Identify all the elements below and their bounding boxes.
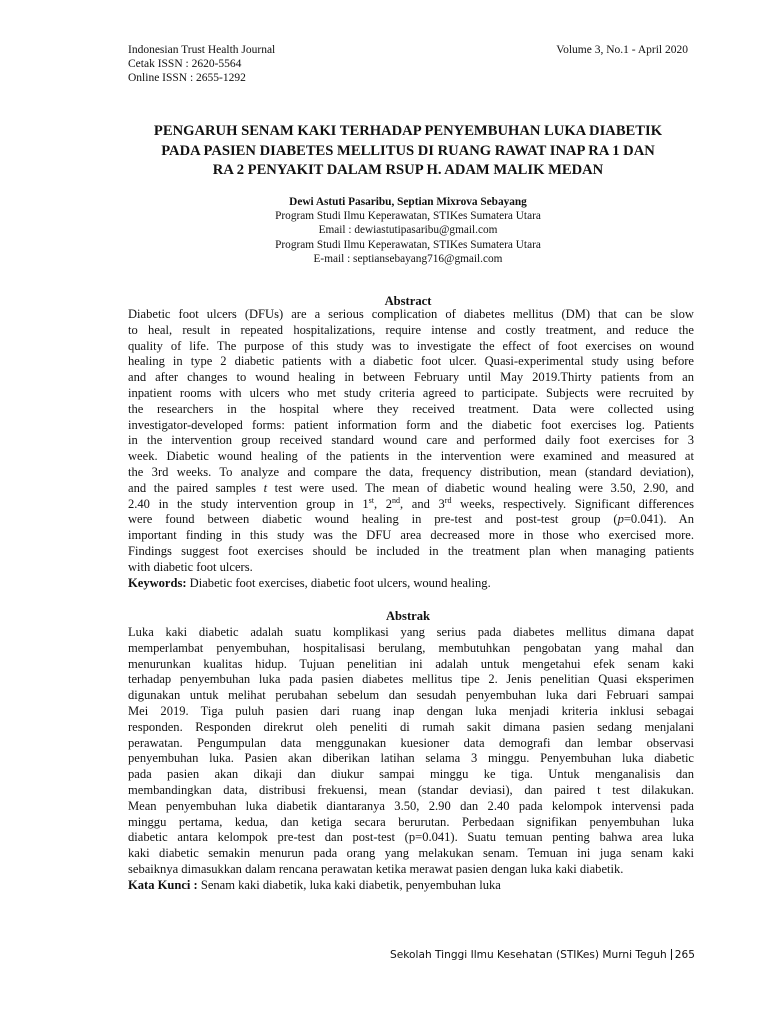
- abstrak-line: menurunkan kualitas hidup. Tujuan penelitian ini adalah untuk mengetahui efek senam kaki: [128, 656, 694, 671]
- abstrak-line: Mean penyembuhan luka diabetik diantaranya 3.50, 2.90 dan 2.40 pada kelompok intervensi pada: [128, 798, 694, 813]
- abstrak-line: membandingkan data, distribusi frekuensi, mean (standar deviasi), dan paired t test dilakukan.: [128, 782, 694, 797]
- abstrak-line: Luka kaki diabetic adalah suatu komplikasi yang serius pada diabetes mellitus dimana dapat: [128, 625, 694, 639]
- abstract-line: Diabetic foot ulcers (DFUs) are a serious complication of diabetes mellitus (DM) that can be slow: [128, 307, 694, 321]
- author-email: Email : dewiastutipasaribu@gmail.com: [318, 224, 498, 237]
- author-block: [128, 195, 688, 266]
- affiliation: Program Studi Ilmu Keperawatan, STIKes Sumatera Utara: [275, 238, 541, 251]
- abstrak-line: perawatan. Pengumpulan data menggunakan kuesioner data demografi dan lembar observasi: [128, 735, 694, 750]
- abstract-line: Findings suggest foot exercises should be included in the treatment plan when managing patients: [128, 543, 694, 558]
- abstrak-line: kaki diabetic semakin menurun pada orang yang melakukan senam. Temuan ini juga senam kaki: [128, 846, 694, 861]
- abstrak-line: memperlambat penyembuhan, hospitalisasi berulang, membutuhkan pengobatan yang mahal dan: [128, 640, 694, 655]
- abstrak-line: diabetic antara kelompok pre-test dan post-test (p=0.041). Suatu temuan penting bahwa area luka: [128, 830, 694, 845]
- abstrak-line: digunakan untuk melihat perubahan sebelum dan sesudah penyembuhan luka dari Februari sampai: [128, 688, 694, 703]
- keywords-text: Diabetic foot exercises, diabetic foot ulcers, wound healing.: [186, 575, 491, 590]
- abstract-line: week. Diabetic wound healing of the patients in the intervention were examined and measured at: [128, 449, 694, 464]
- abstract-line: with diabetic foot ulcers.: [128, 559, 253, 574]
- abstrak-text: [128, 625, 694, 894]
- page-number: 265: [674, 949, 695, 961]
- abstrak-heading: Abstrak: [385, 609, 431, 623]
- author-email: E-mail : septiansebayang716@gmail.com: [313, 252, 503, 265]
- abstract-line: important finding in this study was the DFU area decreased more in those who exercised more.: [128, 528, 694, 543]
- abstrak-line: responden. Responden direkrut oleh peneliti di rumah sakit dimana pasien sedang menjalani: [128, 719, 694, 734]
- abstrak-line: Mei 2019. Tiga puluh pasien dari ruang inap dengan luka menjadi kriteria inklusi sebagai: [128, 703, 694, 718]
- abstrak-line: sebaiknya dimasukkan dalam rencana perawatan ketika merawat pasien dengan luka kaki diabetik.: [128, 861, 624, 876]
- abstract-line: the researchers in the hospital where they received treatment. Data were collected using: [128, 401, 694, 416]
- cetak-issn: Cetak ISSN : 2620-5564: [128, 58, 242, 70]
- abstract-line: in the intervention group received standard wound care and performed daily foot exercises for 3: [128, 433, 694, 448]
- title-line: PADA PASIEN DIABETES MELLITUS DI RUANG RAWAT INAP RA 1 DAN: [161, 142, 655, 159]
- abstract-line: and the paired samples t test were used. The mean of diabetic wound healing were 3.50, 2.90, and: [128, 480, 694, 495]
- paper-title: [128, 122, 688, 181]
- abstract-text: [128, 307, 694, 591]
- abstract-line: 2.40 in the study intervention group in 1st, 2nd, and 3rd weeks, respectively. Significant differences: [128, 495, 694, 511]
- title-line: PENGARUH SENAM KAKI TERHADAP PENYEMBUHAN LUKA DIABETIK: [153, 123, 663, 139]
- title-line: RA 2 PENYAKIT DALAM RSUP H. ADAM MALIK MEDAN: [212, 162, 604, 178]
- volume-info: Volume 3, No.1 - April 2020: [556, 44, 688, 56]
- kata-kunci-line: [128, 878, 694, 894]
- author-names: Dewi Astuti Pasaribu, Septian Mixrova Sebayang: [289, 196, 527, 208]
- abstrak-line: pada pasien akan dikaji dan diukur sampai minggu ke tiga. Untuk menganalisis dan: [128, 767, 694, 782]
- abstract-line: quality of life. The purpose of this study was to investigate the effect of foot exercises on wound: [128, 338, 694, 353]
- footer-institution: Sekolah Tinggi Ilmu Kesehatan (STIKes) Murni Teguh: [390, 949, 667, 961]
- abstract-line: to heal, result in repeated hospitalizations, require intense and costly treatment, and reduce the: [128, 322, 694, 337]
- abstract-line: and after changes to wound healing in between February until May 2019.Thirty patients from an: [128, 370, 694, 385]
- page-header: [128, 43, 688, 85]
- abstract-line: were found between diabetic wound healing in pre-test and post-test group (p=0.041). An: [128, 512, 695, 527]
- abstract-line: the 3rd weeks. To analyze and compare the data, frequency distribution, mean (standard deviation),: [128, 464, 694, 479]
- keywords-label: Keywords:: [128, 575, 187, 590]
- abstrak-line: penyembuhan luka. Pasien akan diberikan latihan selama 3 minggu. Penyembuhan luka diabetic: [128, 751, 694, 766]
- journal-name: Indonesian Trust Health Journal: [128, 44, 276, 56]
- abstract-heading: Abstract: [384, 294, 432, 308]
- abstrak-line: terhadap penyembuhan luka pada pasien diabetes mellitus tipe 2. Jenis penelitian Quasi eksperimen: [128, 672, 694, 687]
- affiliation: Program Studi Ilmu Keperawatan, STIKes Sumatera Utara: [275, 210, 541, 223]
- page-footer: [390, 949, 695, 961]
- kata-kunci-label: Kata Kunci :: [128, 877, 198, 892]
- abstract-line: healing in type 2 diabetic patients with a diabetic foot ulcer. Quasi-experimental study using before: [128, 354, 694, 369]
- abstract-line: inpatient rooms with ulcers who met study criteria agreed to participate. Subjects were recruited by: [128, 385, 694, 400]
- keywords-line: [128, 576, 694, 592]
- footer-separator: [671, 949, 672, 960]
- abstrak-line: minggu pertama, kedua, dan ketiga secara berurutan. Perbedaan signifikan penyembuhan luka: [128, 814, 694, 829]
- abstract-line: investigator-developed forms: patient information form and the diabetic foot exercises log. Patients: [128, 417, 694, 432]
- online-issn: Online ISSN : 2655-1292: [128, 72, 246, 84]
- kata-kunci-text: Senam kaki diabetik, luka kaki diabetik, penyembuhan luka: [197, 877, 501, 892]
